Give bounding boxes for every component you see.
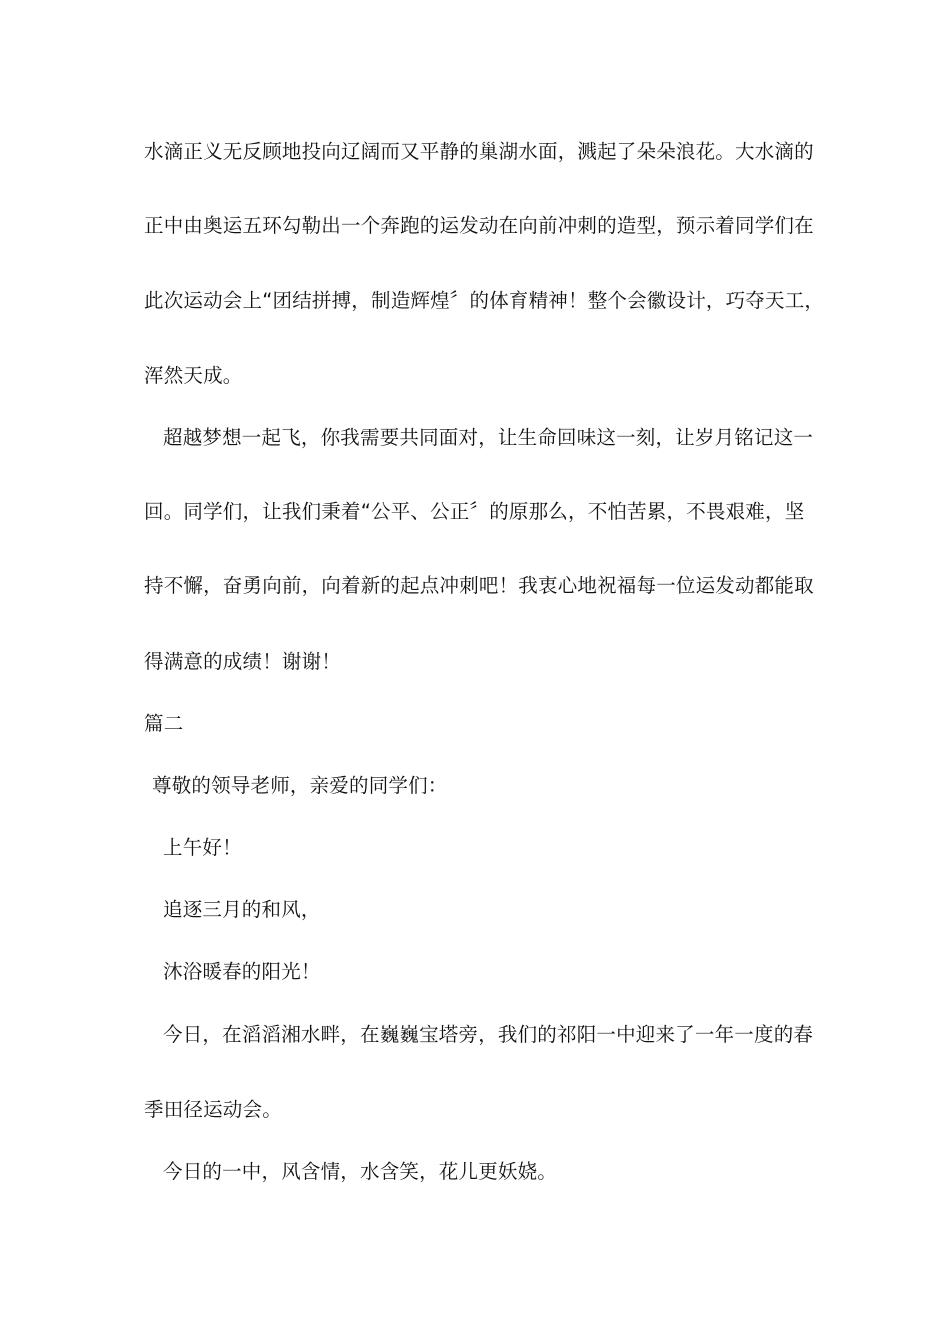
paragraph-line: 持不懈，奋勇向前，向着新的起点冲刺吧！我衷心地祝福每一位运发动都能取 <box>144 574 814 597</box>
salutation-line: 尊敬的领导老师，亲爱的同学们： <box>152 774 448 797</box>
section-heading: 篇二 <box>144 712 184 735</box>
paragraph-line: 沐浴暖春的阳光！ <box>163 960 321 983</box>
paragraph-line: 季田径运动会。 <box>144 1098 282 1121</box>
paragraph-line: 此次运动会上“团结拼搏，制造辉煌〞的体育精神！整个会徽设计，巧夺天工， <box>144 289 825 312</box>
paragraph-line: 超越梦想一起飞，你我需要共同面对，让生命回味这一刻，让岁月铭记这一 <box>163 426 814 449</box>
paragraph-line: 追逐三月的和风， <box>163 898 321 921</box>
paragraph-line: 今日的一中，风含情，水含笑，花儿更妖娆。 <box>163 1160 558 1183</box>
paragraph-line: 得满意的成绩！谢谢！ <box>144 650 342 673</box>
greeting-line: 上午好！ <box>163 836 242 859</box>
paragraph-line: 回。同学们，让我们秉着“公平、公正〞的原那么，不怕苦累，不畏艰难，坚 <box>144 500 805 523</box>
paragraph-line: 水滴正义无反顾地投向辽阔而又平静的巢湖水面，溅起了朵朵浪花。大水滴的 <box>144 140 814 163</box>
paragraph-line: 浑然天成。 <box>144 364 243 387</box>
paragraph-line: 正中由奥运五环勾勒出一个奔跑的运发动在向前冲刺的造型，预示着同学们在 <box>144 214 814 237</box>
paragraph-line: 今日，在滔滔湘水畔，在巍巍宝塔旁，我们的祁阳一中迎来了一年一度的春 <box>163 1023 814 1046</box>
